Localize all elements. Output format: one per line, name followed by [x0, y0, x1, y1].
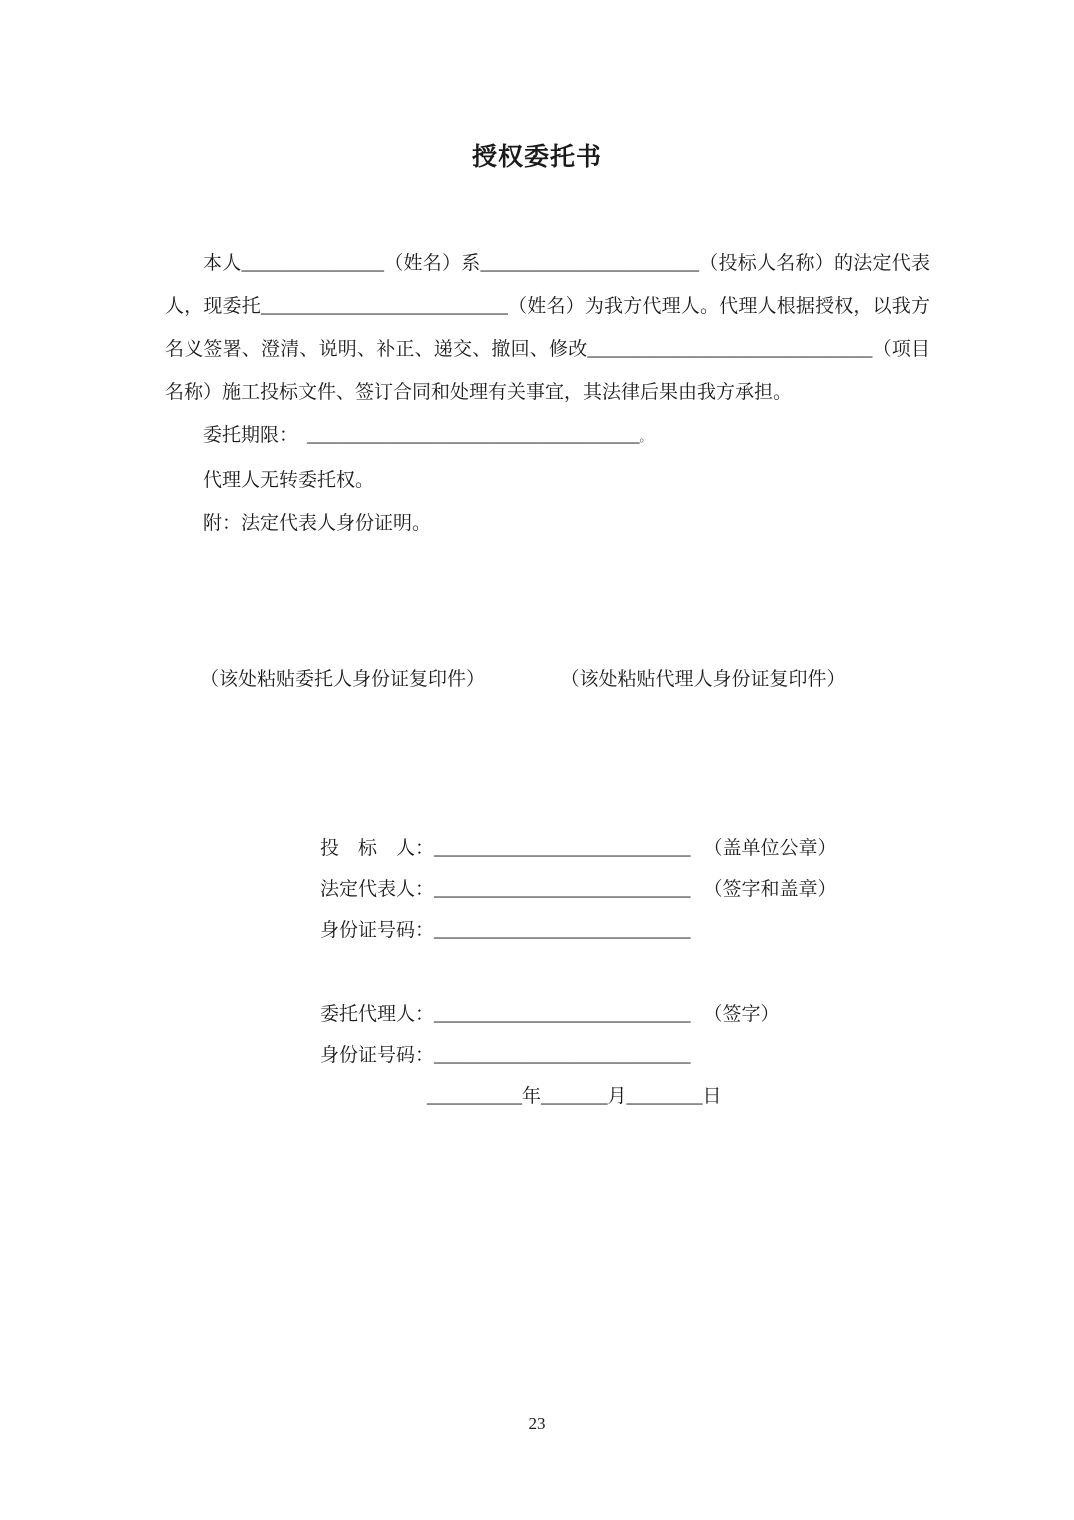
day-blank: ________: [626, 1086, 703, 1107]
agent-signature-block: [320, 994, 1074, 1076]
entrust-term-label: 委托期限：: [203, 425, 299, 446]
legal-rep-row: [320, 869, 1074, 910]
agent-id-label: 身份证号码：: [320, 1045, 435, 1066]
bidder-blank: ___________________________: [434, 838, 691, 859]
principal-id-paste-note: （该处粘贴委托人身份证复印件）: [200, 669, 486, 690]
entrust-term-line: [165, 414, 930, 459]
legal-rep-sign-note: （签字和盖章）: [703, 879, 837, 900]
para-line-2: 人，现委托__________________________（姓名）为我方代理人。代理人根据授权，以我方: [165, 296, 930, 317]
para-line-3: 名义签署、澄清、说明、补正、递交、撤回、修改______________________________（项目: [165, 339, 930, 360]
month-label: 月: [607, 1086, 627, 1107]
agent-row: [320, 994, 1074, 1035]
id-number-label: 身份证号码：: [320, 920, 435, 941]
agent-id-row: [320, 1035, 1074, 1076]
attachment-line: 附：法定代表人身份证明。: [203, 513, 432, 534]
entrust-term-period: 。: [639, 430, 652, 444]
para-line-4: 名称）施工投标文件、签订合同和处理有关事宜，其法律后果由我方承担。: [165, 382, 793, 403]
page-number: 23: [528, 1414, 546, 1433]
day-label: 日: [702, 1086, 722, 1107]
main-paragraph: [165, 242, 930, 545]
agent-id-blank: ___________________________: [434, 1045, 691, 1066]
month-blank: _______: [541, 1086, 608, 1107]
id-number-row: [320, 910, 1074, 951]
para-line-1: 本人_______________（姓名）系_______________________（投标人名称）的法定代表: [203, 253, 930, 274]
agent-blank: ___________________________: [434, 1004, 691, 1025]
id-number-blank: ___________________________: [434, 920, 691, 941]
id-paste-row: [200, 658, 1074, 701]
agent-label: 委托代理人：: [320, 1004, 435, 1025]
entrust-term-blank: ___________________________________: [307, 425, 640, 446]
document-title: 授权委托书: [471, 144, 602, 171]
bidder-label: 投 标 人：: [320, 838, 435, 859]
bidder-seal-note: （盖单位公章）: [703, 838, 837, 859]
year-blank: __________: [427, 1086, 522, 1107]
legal-rep-label: 法定代表人：: [320, 879, 435, 900]
agent-sign-note: （签字）: [703, 1004, 780, 1025]
no-subdelegation-line: 代理人无转委托权。: [203, 470, 375, 491]
date-line: [427, 1076, 1074, 1117]
bidder-row: [320, 828, 1074, 869]
legal-rep-blank: ___________________________: [434, 879, 691, 900]
bidder-signature-block: [320, 828, 1074, 951]
agent-id-paste-note: （该处粘贴代理人身份证复印件）: [570, 669, 846, 690]
year-label: 年: [522, 1086, 542, 1107]
